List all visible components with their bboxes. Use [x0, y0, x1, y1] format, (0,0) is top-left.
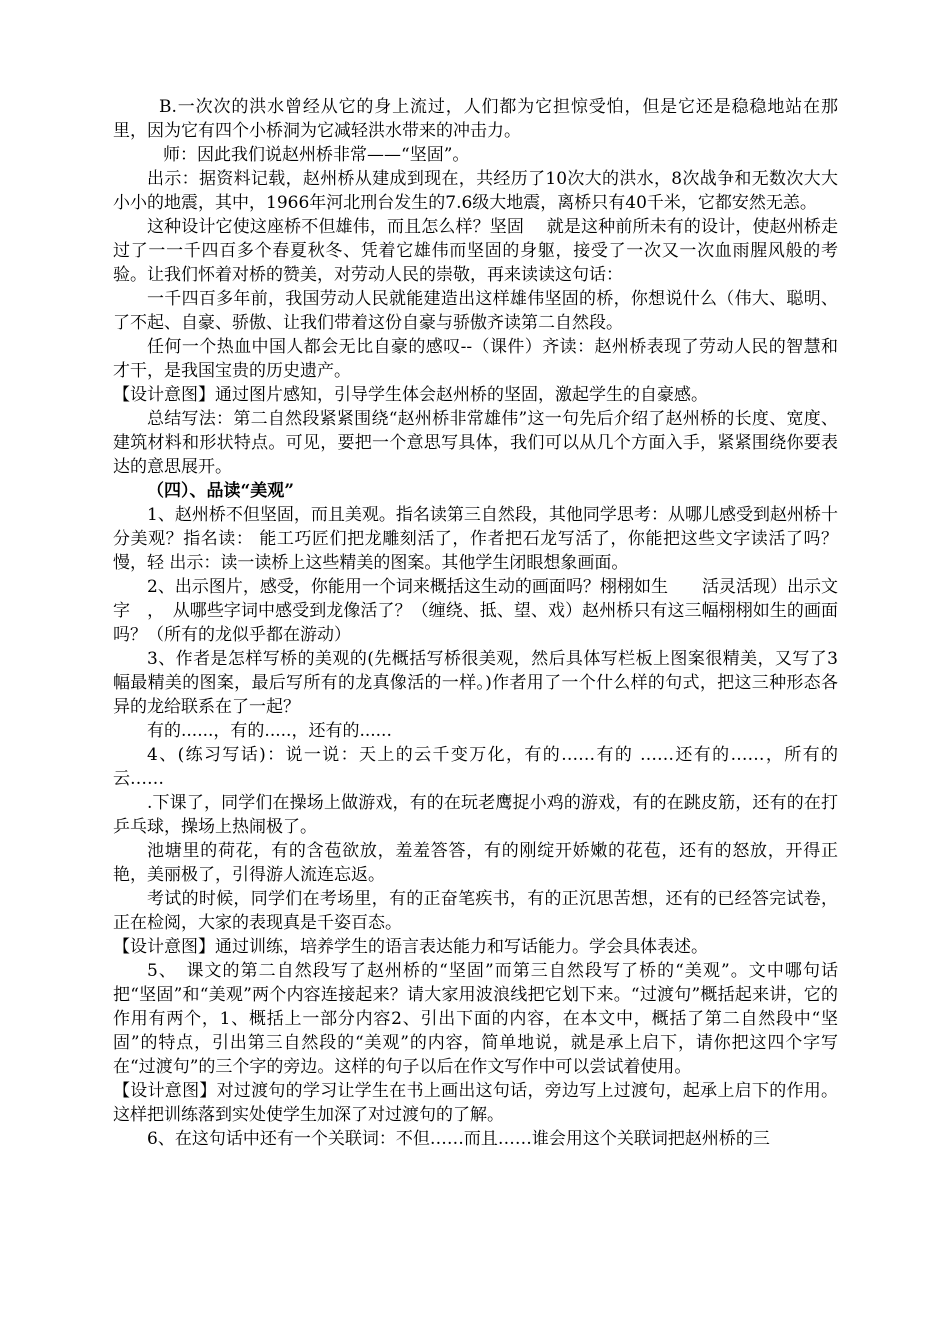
- paragraph-show-records: 出示：据资料记载，赵州桥从建成到现在，共经历了10次大的洪水，8次战争和无数次大大小小的地震，其中，1966年河北刑台发生的7.6级大地震，离桥只有40千米，它都安然无恙。: [113, 169, 838, 213]
- paragraph-flood-b: B.一次次的洪水曾经从它的身上流过，人们都为它担惊受怕，但是它还是稳稳地站在那里，因为它有四个小桥洞为它减轻洪水带来的冲击力。: [113, 97, 838, 141]
- paragraph-step-5: 5、 课文的第二自然段写了赵州桥的“坚固”而第三自然段写了桥的“美观”。文中哪句话把“坚固”和“美观”两个内容连接起来？请大家用波浪线把它划下来。“过渡句”概括起来讲，它的作用有两个，1、概括上一部分内容2、引出下面的内容，在本文中，概括了第二自然段中“坚固”的特点，引出第三自然段的“美观”的内容，简单地说，就是承上启下，请你把这四个字写在“过渡句”的三个字的旁边。这样的句子以后在作文写作中可以尝试着使用。: [113, 961, 838, 1077]
- document-page: [113, 95, 838, 1151]
- paragraph-example-exam: 考试的时候，同学们在考场里，有的正奋笔疾书，有的正沉思苦想，还有的已经答完试卷，正在检阅，大家的表现真是千姿百态。: [113, 889, 838, 933]
- design-intent-1: 【设计意图】通过图片感知，引导学生体会赵州桥的坚固，激起学生的自豪感。: [113, 385, 708, 405]
- paragraph-pattern: 有的......，有的.....，还有的......: [147, 721, 392, 741]
- paragraph-summary-method: 总结写法：第二自然段紧紧围绕“赵州桥非常雄伟”这一句先后介绍了赵州桥的长度、宽度、建筑材料和形状特点。可见，要把一个意思写具体，我们可以从几个方面入手，紧紧围绕你要表达的意思展开。: [113, 409, 838, 477]
- paragraph-step-3: 3、作者是怎样写桥的美观的(先概括写桥很美观，然后具体写栏板上图案很精美，又写了3幅最精美的图案，最后写所有的龙真像活的一样。)作者用了一个什么样的句式，把这三种形态各异的龙给联系在了一起？: [113, 649, 838, 717]
- design-intent-2: 【设计意图】通过训练，培养学生的语言表达能力和写话能力。学会具体表述。: [113, 937, 708, 957]
- paragraph-teacher-sturdy: 师：因此我们说赵州桥非常——“坚固”。: [163, 145, 470, 165]
- paragraph-example-lotus: 池塘里的荷花，有的含苞欲放，羞羞答答，有的刚绽开娇嫩的花苞，还有的怒放，开得正艳，美丽极了，引得游人流连忘返。: [113, 841, 838, 885]
- paragraph-design-sturdy: 这种设计它使这座桥不但雄伟，而且怎么样？坚固 就是这种前所未有的设计，使赵州桥走过了一一千四百多个春夏秋冬、凭着它雄伟而坚固的身躯，接受了一次又一次血雨腥风般的考验。让我们怀着对桥的赞美，对劳动人民的崇敬，再来读读这句话：: [113, 217, 838, 285]
- paragraph-1400-years: 一千四百多年前，我国劳动人民就能建造出这样雄伟坚固的桥，你想说什么（伟大、聪明、了不起、自豪、骄傲、让我们带着这份自豪与骄傲齐读第二自然段。: [113, 289, 838, 333]
- design-intent-3: 【设计意图】对过渡句的学习让学生在书上画出这句话，旁边写上过渡句，起承上启下的作用。这样把训练落到实处使学生加深了对过渡句的了解。: [113, 1081, 838, 1125]
- section-heading-beautiful: （四）、品读“美观”: [147, 481, 295, 501]
- paragraph-step-6: 6、在这句话中还有一个关联词：不但……而且……谁会用这个关联词把赵州桥的三: [147, 1129, 770, 1149]
- paragraph-step-2: 2、出示图片，感受，你能用一个词来概括这生动的画面吗？栩栩如生 活灵活现）出示文字 ， 从哪些字词中感受到龙像活了？（缠绕、抵、望、戏）赵州桥只有这三幅栩栩如生的画面吗？（所有的龙似乎都在游动）: [113, 577, 838, 645]
- paragraph-pride: 任何一个热血中国人都会无比自豪的感叹--（课件）齐读：赵州桥表现了劳动人民的智慧和才干，是我国宝贵的历史遗产。: [113, 337, 838, 381]
- paragraph-example-playground: .下课了，同学们在操场上做游戏，有的在玩老鹰捉小鸡的游戏，有的在跳皮筋，还有的在打乒乓球，操场上热闹极了。: [113, 793, 838, 837]
- paragraph-step-1: 1、赵州桥不但坚固，而且美观。指名读第三自然段，其他同学思考：从哪儿感受到赵州桥十分美观？指名读： 能工巧匠们把龙雕刻活了，作者把石龙写活了，你能把这些文字读活了吗？慢，轻 出示：读一读桥上这些精美的图案。其他学生闭眼想象画面。: [113, 505, 838, 573]
- paragraph-step-4: 4、(练习写话)：说一说：天上的云千变万化，有的……有的 ……还有的……，所有的云……: [113, 745, 838, 789]
